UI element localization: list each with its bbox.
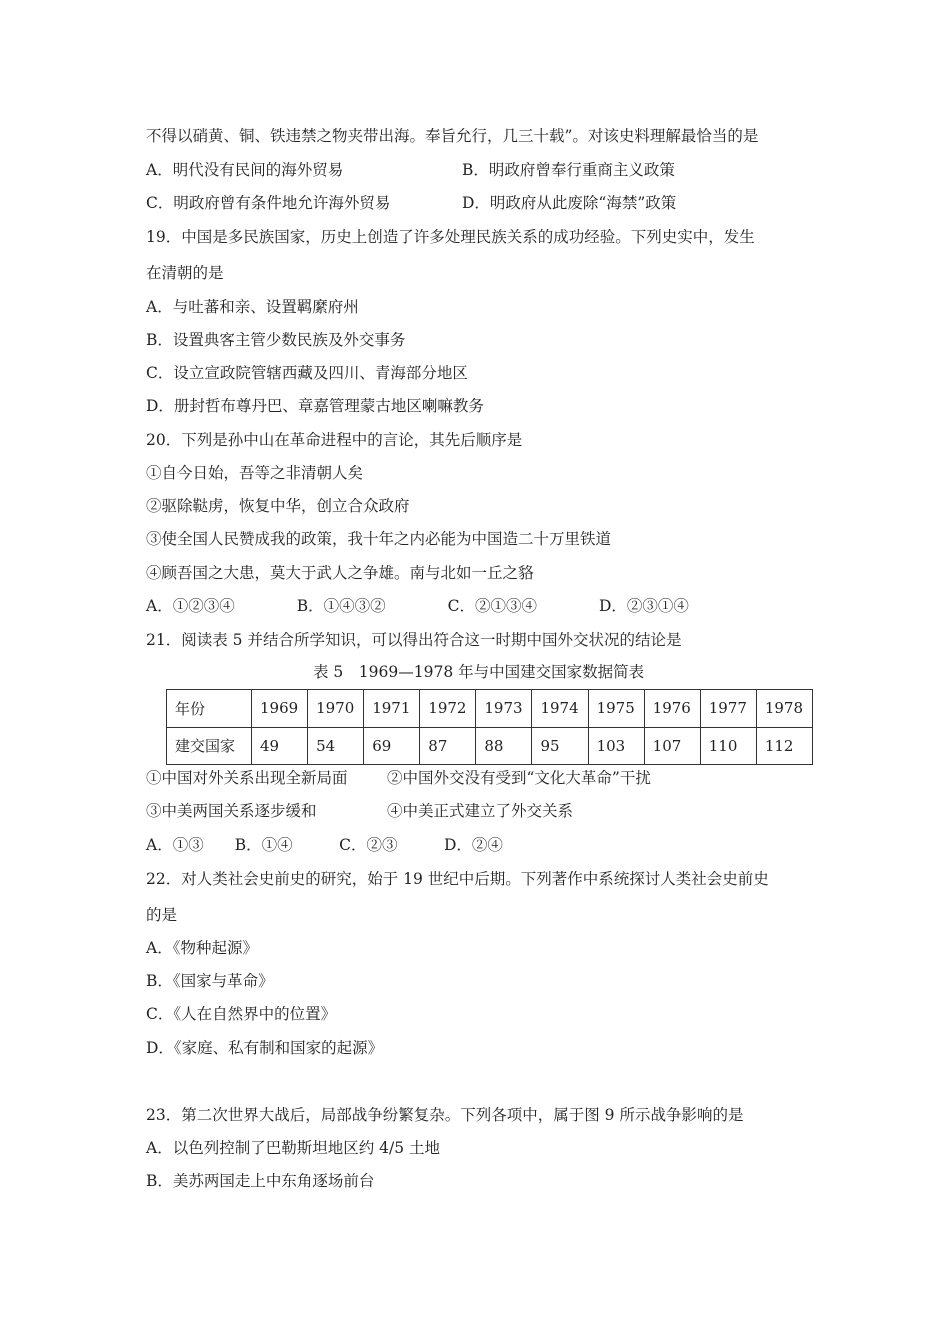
q18-option-a: A．明代没有民间的海外贸易 bbox=[146, 161, 344, 179]
table-cell-count: 49 bbox=[252, 727, 308, 765]
table-cell-year: 1976 bbox=[644, 690, 700, 728]
table-cell-year: 1970 bbox=[308, 690, 364, 728]
table-cell-year: 1973 bbox=[476, 690, 532, 728]
q23-option-a: A．以色列控制了巴勒斯坦地区约 4/5 土地 bbox=[146, 1139, 440, 1157]
q21-stem: 21．阅读表 5 并结合所学知识，可以得出符合这一时期中国外交状况的结论是 bbox=[146, 631, 682, 649]
q19-option-c: C．设立宣政院管辖西藏及四川、青海部分地区 bbox=[146, 364, 468, 382]
q19-option-d: D．册封哲布尊丹巴、章嘉管理蒙古地区喇嘛教务 bbox=[146, 397, 484, 415]
q20-item-4: ④顾吾国之大患，莫大于武人之争雄。南与北如一丘之貉 bbox=[146, 564, 534, 582]
q19-stem-line2: 在清朝的是 bbox=[146, 264, 224, 282]
q21-statement-2: ②中国外交没有受到“文化大革命”干扰 bbox=[387, 769, 651, 787]
table-cell-count: 110 bbox=[700, 727, 756, 765]
q21-options: A．①③ B．①④ C．②③ D．②④ bbox=[146, 836, 503, 854]
q19-stem-line1: 19．中国是多民族国家，历史上创造了许多处理民族关系的成功经验。下列史实中，发生 bbox=[146, 228, 755, 246]
table-cell-count: 95 bbox=[532, 727, 588, 765]
q21-statement-3: ③中美两国关系逐步缓和 bbox=[146, 802, 317, 820]
table-cell-count: 54 bbox=[308, 727, 364, 765]
q20-options: A．①②③④ B．①④③② C．②①③④ D．②③①④ bbox=[146, 597, 689, 615]
table-row-years bbox=[167, 690, 813, 728]
q22-stem-line1: 22．对人类社会史前史的研究，始于 19 世纪中后期。下列著作中系统探讨人类社会史前史 bbox=[146, 870, 769, 888]
q21-statements-row1 bbox=[146, 767, 651, 789]
q18-option-b: B．明政府曾奉行重商主义政策 bbox=[462, 161, 675, 179]
q18-options-row2 bbox=[146, 192, 677, 214]
q23-stem: 23．第二次世界大战后，局部战争纷繁复杂。下列各项中，属于图 9 所示战争影响的是 bbox=[146, 1106, 744, 1124]
q18-stem: 不得以硝黄、铜、铁违禁之物夹带出海。奉旨允行，几三十载”。对该史料理解最恰当的是 bbox=[146, 127, 759, 145]
q22-stem-line2: 的是 bbox=[146, 906, 178, 924]
q21-table-caption: 表 5 1969—1978 年与中国建交国家数据简表 bbox=[313, 663, 645, 681]
table-cell-count: 107 bbox=[644, 727, 700, 765]
table-cell-year: 1969 bbox=[252, 690, 308, 728]
table-cell-year: 1977 bbox=[700, 690, 756, 728]
q21-statements-row2 bbox=[146, 800, 574, 822]
table-row-counts bbox=[167, 727, 813, 765]
q21-data-table bbox=[166, 689, 813, 765]
table-cell-year: 1975 bbox=[588, 690, 644, 728]
q21-statement-1: ①中国对外关系出现全新局面 bbox=[146, 769, 348, 787]
table-header-year: 年份 bbox=[167, 690, 252, 728]
table-cell-count: 87 bbox=[420, 727, 476, 765]
table-cell-year: 1978 bbox=[756, 690, 812, 728]
table-cell-count: 112 bbox=[756, 727, 812, 765]
q20-item-2: ②驱除鞑虏，恢复中华，创立合众政府 bbox=[146, 497, 410, 515]
q19-option-a: A．与吐蕃和亲、设置羁縻府州 bbox=[146, 298, 359, 316]
table-cell-count: 88 bbox=[476, 727, 532, 765]
q18-option-c: C．明政府曾有条件地允许海外贸易 bbox=[146, 194, 391, 212]
q18-options-row1 bbox=[146, 159, 675, 181]
q22-option-d: D．《家庭、私有制和国家的起源》 bbox=[146, 1039, 384, 1057]
q22-option-a: A．《物种起源》 bbox=[146, 939, 258, 957]
q19-option-b: B．设置典客主管少数民族及外交事务 bbox=[146, 331, 406, 349]
q22-option-c: C．《人在自然界中的位置》 bbox=[146, 1005, 337, 1023]
table-header-countries: 建交国家 bbox=[167, 727, 252, 765]
q18-option-d: D．明政府从此废除“海禁”政策 bbox=[462, 194, 677, 212]
table-cell-year: 1971 bbox=[364, 690, 420, 728]
q20-stem: 20．下列是孙中山在革命进程中的言论，其先后顺序是 bbox=[146, 431, 523, 449]
table-cell-count: 103 bbox=[588, 727, 644, 765]
q20-item-3: ③使全国人民赞成我的政策，我十年之内必能为中国造二十万里铁道 bbox=[146, 530, 612, 548]
q21-statement-4: ④中美正式建立了外交关系 bbox=[387, 802, 574, 820]
table-cell-year: 1974 bbox=[532, 690, 588, 728]
table-cell-count: 69 bbox=[364, 727, 420, 765]
table-cell-year: 1972 bbox=[420, 690, 476, 728]
q20-item-1: ①自今日始，吾等之非清朝人矣 bbox=[146, 464, 364, 482]
q22-option-b: B．《国家与革命》 bbox=[146, 972, 274, 990]
q23-option-b: B．美苏两国走上中东角逐场前台 bbox=[146, 1172, 375, 1190]
